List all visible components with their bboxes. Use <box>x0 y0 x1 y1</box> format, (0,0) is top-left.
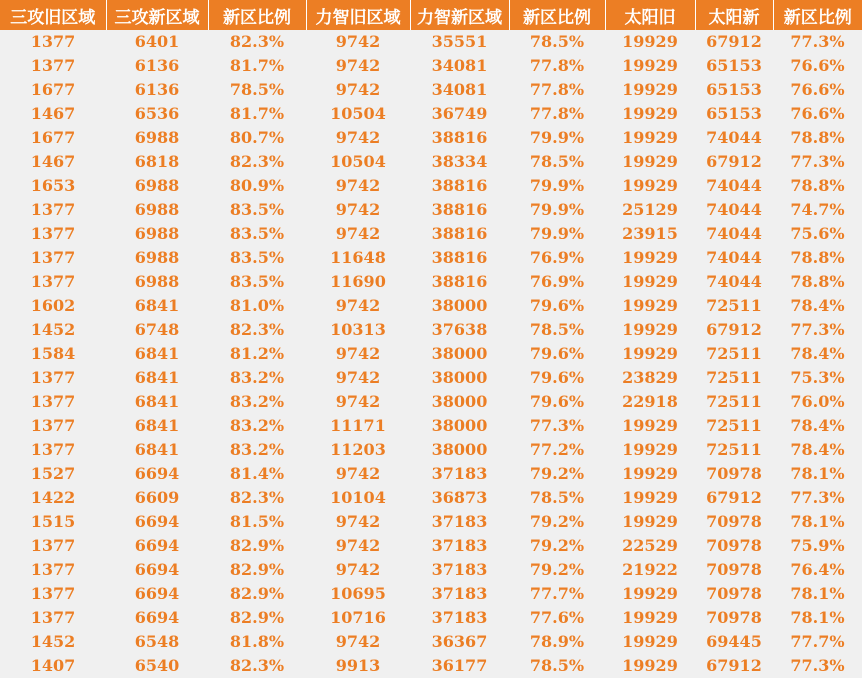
table-cell[interactable]: 77.3% <box>790 488 845 507</box>
table-cell[interactable]: 76.9% <box>529 248 585 267</box>
table-cell[interactable]: 74.7% <box>790 200 845 219</box>
table-cell[interactable]: 37183 <box>431 512 488 531</box>
table-cell[interactable]: 19929 <box>622 80 678 99</box>
table-row <box>0 102 862 126</box>
column-header[interactable]: 力智新区域 <box>410 0 509 30</box>
table-cell[interactable]: 6401 <box>134 32 180 51</box>
column-header[interactable]: 新区比例 <box>509 0 605 30</box>
table-cell[interactable]: 1407 <box>30 656 76 675</box>
table-cell[interactable]: 78.1% <box>790 512 845 531</box>
table-cell[interactable]: 74044 <box>706 272 762 291</box>
table-row <box>0 30 862 54</box>
table-cell[interactable]: 67912 <box>706 152 762 171</box>
table-cell[interactable]: 81.2% <box>229 344 285 363</box>
table-cell[interactable]: 38000 <box>431 416 488 435</box>
table-cell[interactable]: 19929 <box>622 608 678 627</box>
table-row <box>0 174 862 198</box>
table-cell[interactable]: 19929 <box>622 488 678 507</box>
table-cell[interactable]: 22529 <box>622 536 678 555</box>
table-cell[interactable]: 6841 <box>134 392 180 411</box>
table-cell[interactable]: 70978 <box>706 464 762 483</box>
table-cell[interactable]: 6988 <box>134 272 180 291</box>
column-header[interactable]: 太阳新 <box>695 0 773 30</box>
table-cell[interactable]: 74044 <box>706 248 762 267</box>
table-cell[interactable]: 1377 <box>30 584 76 603</box>
table-cell[interactable]: 82.3% <box>229 32 285 51</box>
table-cell[interactable]: 79.9% <box>529 128 585 147</box>
table-cell[interactable]: 1677 <box>30 80 76 99</box>
table-cell[interactable]: 36367 <box>431 632 488 651</box>
table-cell[interactable]: 6988 <box>134 128 180 147</box>
table-cell[interactable]: 74044 <box>706 128 762 147</box>
table-cell[interactable]: 67912 <box>706 656 762 675</box>
table-cell[interactable]: 1602 <box>30 296 76 315</box>
table-cell[interactable]: 19929 <box>622 320 678 339</box>
table-cell[interactable]: 9742 <box>335 392 381 411</box>
table-cell[interactable]: 77.2% <box>529 440 585 459</box>
table-cell[interactable]: 80.7% <box>229 128 285 147</box>
table-cell[interactable]: 6136 <box>134 80 180 99</box>
table-cell[interactable]: 67912 <box>706 32 762 51</box>
table-cell[interactable]: 38816 <box>431 128 488 147</box>
table-cell[interactable]: 19929 <box>622 416 678 435</box>
table-cell[interactable]: 23915 <box>622 224 678 243</box>
table-row <box>0 78 862 102</box>
table-cell[interactable]: 37638 <box>431 320 488 339</box>
table-cell[interactable]: 10695 <box>330 584 386 603</box>
table-cell[interactable]: 82.3% <box>229 320 285 339</box>
table-cell[interactable]: 70978 <box>706 584 762 603</box>
table-cell[interactable]: 77.3% <box>790 152 845 171</box>
table-cell[interactable]: 6988 <box>134 224 180 243</box>
table-cell[interactable]: 1377 <box>30 272 76 291</box>
table-cell[interactable]: 6988 <box>134 248 180 267</box>
table-cell[interactable]: 6818 <box>134 152 180 171</box>
table-row <box>0 126 862 150</box>
table-cell[interactable]: 36749 <box>431 104 488 123</box>
table-cell[interactable]: 1377 <box>30 200 76 219</box>
table-cell[interactable]: 78.8% <box>790 128 845 147</box>
table-cell[interactable]: 11203 <box>330 440 386 459</box>
header-row <box>0 0 862 30</box>
table-cell[interactable]: 6988 <box>134 200 180 219</box>
table-cell[interactable]: 78.5% <box>529 656 585 675</box>
table-cell[interactable]: 75.9% <box>790 536 845 555</box>
table-row <box>0 630 862 654</box>
table-cell[interactable]: 9742 <box>335 512 381 531</box>
table-cell[interactable]: 77.8% <box>529 104 585 123</box>
table-cell[interactable]: 1584 <box>30 344 76 363</box>
table-cell[interactable]: 9742 <box>335 224 381 243</box>
table-cell[interactable]: 11648 <box>330 248 386 267</box>
table-cell[interactable]: 10104 <box>330 488 386 507</box>
table-cell[interactable]: 19929 <box>622 176 678 195</box>
table-cell[interactable]: 65153 <box>706 56 762 75</box>
table-cell[interactable]: 72511 <box>706 416 762 435</box>
table-row <box>0 606 862 630</box>
table-cell[interactable]: 79.9% <box>529 176 585 195</box>
table-row <box>0 534 862 558</box>
table-row <box>0 390 862 414</box>
table-cell[interactable]: 38000 <box>431 344 488 363</box>
table-cell[interactable]: 1377 <box>30 608 76 627</box>
table-cell[interactable]: 36873 <box>431 488 488 507</box>
table-cell[interactable]: 1653 <box>30 176 76 195</box>
table-cell[interactable]: 81.7% <box>229 56 285 75</box>
table-cell[interactable]: 10504 <box>330 152 386 171</box>
table-cell[interactable]: 9742 <box>335 296 381 315</box>
table-cell[interactable]: 38000 <box>431 296 488 315</box>
table-cell[interactable]: 83.2% <box>229 440 285 459</box>
column-header[interactable]: 三攻旧区域 <box>0 0 106 30</box>
table-cell[interactable]: 38816 <box>431 224 488 243</box>
table-cell[interactable]: 38816 <box>431 200 488 219</box>
table-cell[interactable]: 1377 <box>30 392 76 411</box>
table-cell[interactable]: 11171 <box>330 416 386 435</box>
table-cell[interactable]: 6841 <box>134 344 180 363</box>
table-cell[interactable]: 37183 <box>431 584 488 603</box>
table-cell[interactable]: 82.3% <box>229 656 285 675</box>
table-cell[interactable]: 77.8% <box>529 56 585 75</box>
table-cell[interactable]: 78.4% <box>790 416 845 435</box>
table-cell[interactable]: 70978 <box>706 608 762 627</box>
table-row <box>0 486 862 510</box>
table-row <box>0 510 862 534</box>
table-cell[interactable]: 10313 <box>330 320 386 339</box>
table-cell[interactable]: 76.6% <box>790 104 845 123</box>
table-cell[interactable]: 6536 <box>134 104 180 123</box>
table-cell[interactable]: 80.9% <box>229 176 285 195</box>
table-cell[interactable]: 19929 <box>622 344 678 363</box>
column-header[interactable]: 新区比例 <box>773 0 862 30</box>
table-row <box>0 462 862 486</box>
table-cell[interactable]: 77.8% <box>529 80 585 99</box>
table-cell[interactable]: 70978 <box>706 536 762 555</box>
table-cell[interactable]: 83.5% <box>229 200 285 219</box>
table-cell[interactable]: 79.2% <box>529 512 585 531</box>
table-cell[interactable]: 6841 <box>134 416 180 435</box>
table-cell[interactable]: 1377 <box>30 416 76 435</box>
table-cell[interactable]: 65153 <box>706 80 762 99</box>
table-row <box>0 246 862 270</box>
table-cell[interactable]: 37183 <box>431 464 488 483</box>
table-cell[interactable]: 83.2% <box>229 368 285 387</box>
table-cell[interactable]: 9742 <box>335 464 381 483</box>
table-cell[interactable]: 1527 <box>30 464 76 483</box>
table-cell[interactable]: 83.5% <box>229 272 285 291</box>
table-cell[interactable]: 76.4% <box>790 560 845 579</box>
table-cell[interactable]: 9742 <box>335 128 381 147</box>
table-cell[interactable]: 38816 <box>431 248 488 267</box>
table-cell[interactable]: 75.3% <box>790 368 845 387</box>
table-cell[interactable]: 83.5% <box>229 224 285 243</box>
table-cell[interactable]: 78.8% <box>790 272 845 291</box>
table-cell[interactable]: 9742 <box>335 32 381 51</box>
table-cell[interactable]: 72511 <box>706 368 762 387</box>
table-cell[interactable]: 6540 <box>134 656 180 675</box>
table-row <box>0 150 862 174</box>
table-cell[interactable]: 6988 <box>134 176 180 195</box>
table-cell[interactable]: 1377 <box>30 224 76 243</box>
table-cell[interactable]: 19929 <box>622 440 678 459</box>
table-cell[interactable]: 6694 <box>134 608 180 627</box>
table-cell[interactable]: 65153 <box>706 104 762 123</box>
table-row <box>0 318 862 342</box>
table-cell[interactable]: 77.7% <box>790 632 845 651</box>
table-cell[interactable]: 22918 <box>622 392 678 411</box>
table-cell[interactable]: 79.2% <box>529 464 585 483</box>
table-cell[interactable]: 78.1% <box>790 584 845 603</box>
table-cell[interactable]: 78.4% <box>790 440 845 459</box>
table-cell[interactable]: 77.6% <box>529 608 585 627</box>
table-cell[interactable]: 10504 <box>330 104 386 123</box>
table-cell[interactable]: 78.8% <box>790 248 845 267</box>
table-cell[interactable]: 79.6% <box>529 368 585 387</box>
table-cell[interactable]: 72511 <box>706 392 762 411</box>
table-cell[interactable]: 11690 <box>330 272 386 291</box>
table-cell[interactable]: 37183 <box>431 536 488 555</box>
table-cell[interactable]: 72511 <box>706 344 762 363</box>
table-cell[interactable]: 74044 <box>706 176 762 195</box>
table-cell[interactable]: 79.6% <box>529 296 585 315</box>
table-cell[interactable]: 34081 <box>431 56 488 75</box>
column-header[interactable]: 新区比例 <box>208 0 306 30</box>
table-cell[interactable]: 83.2% <box>229 416 285 435</box>
table-cell[interactable]: 9742 <box>335 200 381 219</box>
table-cell[interactable]: 19929 <box>622 32 678 51</box>
table-cell[interactable]: 78.1% <box>790 608 845 627</box>
table-cell[interactable]: 38334 <box>431 152 488 171</box>
table-cell[interactable]: 6694 <box>134 536 180 555</box>
table-cell[interactable]: 76.6% <box>790 80 845 99</box>
table-cell[interactable]: 35551 <box>431 32 488 51</box>
table-cell[interactable]: 79.2% <box>529 560 585 579</box>
table-cell[interactable]: 79.9% <box>529 224 585 243</box>
table-row <box>0 222 862 246</box>
table-cell[interactable]: 72511 <box>706 440 762 459</box>
table-cell[interactable]: 70978 <box>706 560 762 579</box>
table-cell[interactable]: 76.0% <box>790 392 845 411</box>
table-cell[interactable]: 1452 <box>30 632 76 651</box>
table-cell[interactable]: 9742 <box>335 176 381 195</box>
table-cell[interactable]: 79.9% <box>529 200 585 219</box>
table-cell[interactable]: 38000 <box>431 440 488 459</box>
table-cell[interactable]: 6694 <box>134 560 180 579</box>
table-cell[interactable]: 6841 <box>134 296 180 315</box>
table-cell[interactable]: 9742 <box>335 344 381 363</box>
table-row <box>0 366 862 390</box>
table-cell[interactable]: 81.5% <box>229 512 285 531</box>
table-cell[interactable]: 72511 <box>706 296 762 315</box>
table-cell[interactable]: 67912 <box>706 320 762 339</box>
table-cell[interactable]: 1377 <box>30 248 76 267</box>
table-cell[interactable]: 1377 <box>30 560 76 579</box>
table-row <box>0 294 862 318</box>
table-cell[interactable]: 19929 <box>622 632 678 651</box>
table-cell[interactable]: 38000 <box>431 368 488 387</box>
table-cell[interactable]: 67912 <box>706 488 762 507</box>
table-cell[interactable]: 78.4% <box>790 296 845 315</box>
table-cell[interactable]: 81.4% <box>229 464 285 483</box>
table-cell[interactable]: 9742 <box>335 80 381 99</box>
table-cell[interactable]: 78.4% <box>790 344 845 363</box>
table-cell[interactable]: 19929 <box>622 656 678 675</box>
table-cell[interactable]: 81.8% <box>229 632 285 651</box>
table-cell[interactable]: 36177 <box>431 656 488 675</box>
table-cell[interactable]: 83.2% <box>229 392 285 411</box>
table-cell[interactable]: 38000 <box>431 392 488 411</box>
table-cell[interactable]: 1467 <box>30 152 76 171</box>
table-cell[interactable]: 79.6% <box>529 344 585 363</box>
table-cell[interactable]: 77.7% <box>529 584 585 603</box>
table-cell[interactable]: 19929 <box>622 464 678 483</box>
table-cell[interactable]: 6841 <box>134 368 180 387</box>
column-header[interactable]: 三攻新区域 <box>106 0 208 30</box>
table-cell[interactable]: 1377 <box>30 32 76 51</box>
table-cell[interactable]: 77.3% <box>529 416 585 435</box>
table-cell[interactable]: 9913 <box>335 656 381 675</box>
table-cell[interactable]: 74044 <box>706 200 762 219</box>
table-cell[interactable]: 19929 <box>622 296 678 315</box>
table-cell[interactable]: 69445 <box>706 632 762 651</box>
table-cell[interactable]: 1377 <box>30 440 76 459</box>
table-row <box>0 342 862 366</box>
table-cell[interactable]: 6136 <box>134 56 180 75</box>
table-cell[interactable]: 19929 <box>622 56 678 75</box>
table-cell[interactable]: 6694 <box>134 512 180 531</box>
table-cell[interactable]: 19929 <box>622 152 678 171</box>
table-cell[interactable]: 9742 <box>335 56 381 75</box>
table-cell[interactable]: 81.0% <box>229 296 285 315</box>
table-cell[interactable]: 6694 <box>134 584 180 603</box>
table-cell[interactable]: 1422 <box>30 488 76 507</box>
table-row <box>0 54 862 78</box>
table-row <box>0 558 862 582</box>
table-cell[interactable]: 1677 <box>30 128 76 147</box>
table-cell[interactable]: 1467 <box>30 104 76 123</box>
table-cell[interactable]: 78.8% <box>790 176 845 195</box>
table-cell[interactable]: 83.5% <box>229 248 285 267</box>
table-cell[interactable]: 77.3% <box>790 320 845 339</box>
table-cell[interactable]: 19929 <box>622 248 678 267</box>
table-cell[interactable]: 1377 <box>30 56 76 75</box>
table-cell[interactable]: 78.5% <box>529 488 585 507</box>
table-cell[interactable]: 19929 <box>622 512 678 531</box>
table-row <box>0 654 862 678</box>
table-cell[interactable]: 82.3% <box>229 152 285 171</box>
table-cell[interactable]: 78.1% <box>790 464 845 483</box>
table-cell[interactable]: 79.6% <box>529 392 585 411</box>
table-cell[interactable]: 21922 <box>622 560 678 579</box>
table-cell[interactable]: 10716 <box>330 608 386 627</box>
table-cell[interactable]: 78.5% <box>529 32 585 51</box>
table-cell[interactable]: 6548 <box>134 632 180 651</box>
table-cell[interactable]: 82.9% <box>229 608 285 627</box>
table-cell[interactable]: 38816 <box>431 272 488 291</box>
column-header[interactable]: 力智旧区域 <box>306 0 410 30</box>
table-cell[interactable]: 23829 <box>622 368 678 387</box>
table-cell[interactable]: 9742 <box>335 560 381 579</box>
table-cell[interactable]: 82.3% <box>229 488 285 507</box>
table-cell[interactable]: 78.5% <box>529 152 585 171</box>
table-cell[interactable]: 76.9% <box>529 272 585 291</box>
table-cell[interactable]: 82.9% <box>229 560 285 579</box>
table-cell[interactable]: 19929 <box>622 272 678 291</box>
table-cell[interactable]: 9742 <box>335 536 381 555</box>
table-cell[interactable]: 6841 <box>134 440 180 459</box>
table-row <box>0 270 862 294</box>
column-header[interactable]: 太阳旧 <box>605 0 695 30</box>
table-cell[interactable]: 9742 <box>335 368 381 387</box>
table-body <box>0 30 862 678</box>
table-cell[interactable]: 76.6% <box>790 56 845 75</box>
table-cell[interactable]: 1452 <box>30 320 76 339</box>
table-cell[interactable]: 25129 <box>622 200 678 219</box>
table-cell[interactable]: 6694 <box>134 464 180 483</box>
table-cell[interactable]: 70978 <box>706 512 762 531</box>
table-cell[interactable]: 77.3% <box>790 656 845 675</box>
table-cell[interactable]: 19929 <box>622 128 678 147</box>
table-cell[interactable]: 1515 <box>30 512 76 531</box>
table-cell[interactable]: 9742 <box>335 632 381 651</box>
table-cell[interactable]: 75.6% <box>790 224 845 243</box>
table-cell[interactable]: 78.9% <box>529 632 585 651</box>
table-row <box>0 582 862 606</box>
table-row <box>0 414 862 438</box>
table-cell[interactable]: 82.9% <box>229 584 285 603</box>
table-cell[interactable]: 81.7% <box>229 104 285 123</box>
table-cell[interactable]: 78.5% <box>229 80 285 99</box>
table-row <box>0 198 862 222</box>
table-cell[interactable]: 6748 <box>134 320 180 339</box>
table-cell[interactable]: 19929 <box>622 584 678 603</box>
table-cell[interactable]: 37183 <box>431 608 488 627</box>
table-cell[interactable]: 6609 <box>134 488 180 507</box>
table-cell[interactable]: 38816 <box>431 176 488 195</box>
table-cell[interactable]: 1377 <box>30 536 76 555</box>
table-cell[interactable]: 79.2% <box>529 536 585 555</box>
table-cell[interactable]: 82.9% <box>229 536 285 555</box>
table-cell[interactable]: 77.3% <box>790 32 845 51</box>
table-cell[interactable]: 34081 <box>431 80 488 99</box>
table-cell[interactable]: 1377 <box>30 368 76 387</box>
table-cell[interactable]: 74044 <box>706 224 762 243</box>
table-cell[interactable]: 78.5% <box>529 320 585 339</box>
table-row <box>0 438 862 462</box>
table-cell[interactable]: 19929 <box>622 104 678 123</box>
table-cell[interactable]: 37183 <box>431 560 488 579</box>
